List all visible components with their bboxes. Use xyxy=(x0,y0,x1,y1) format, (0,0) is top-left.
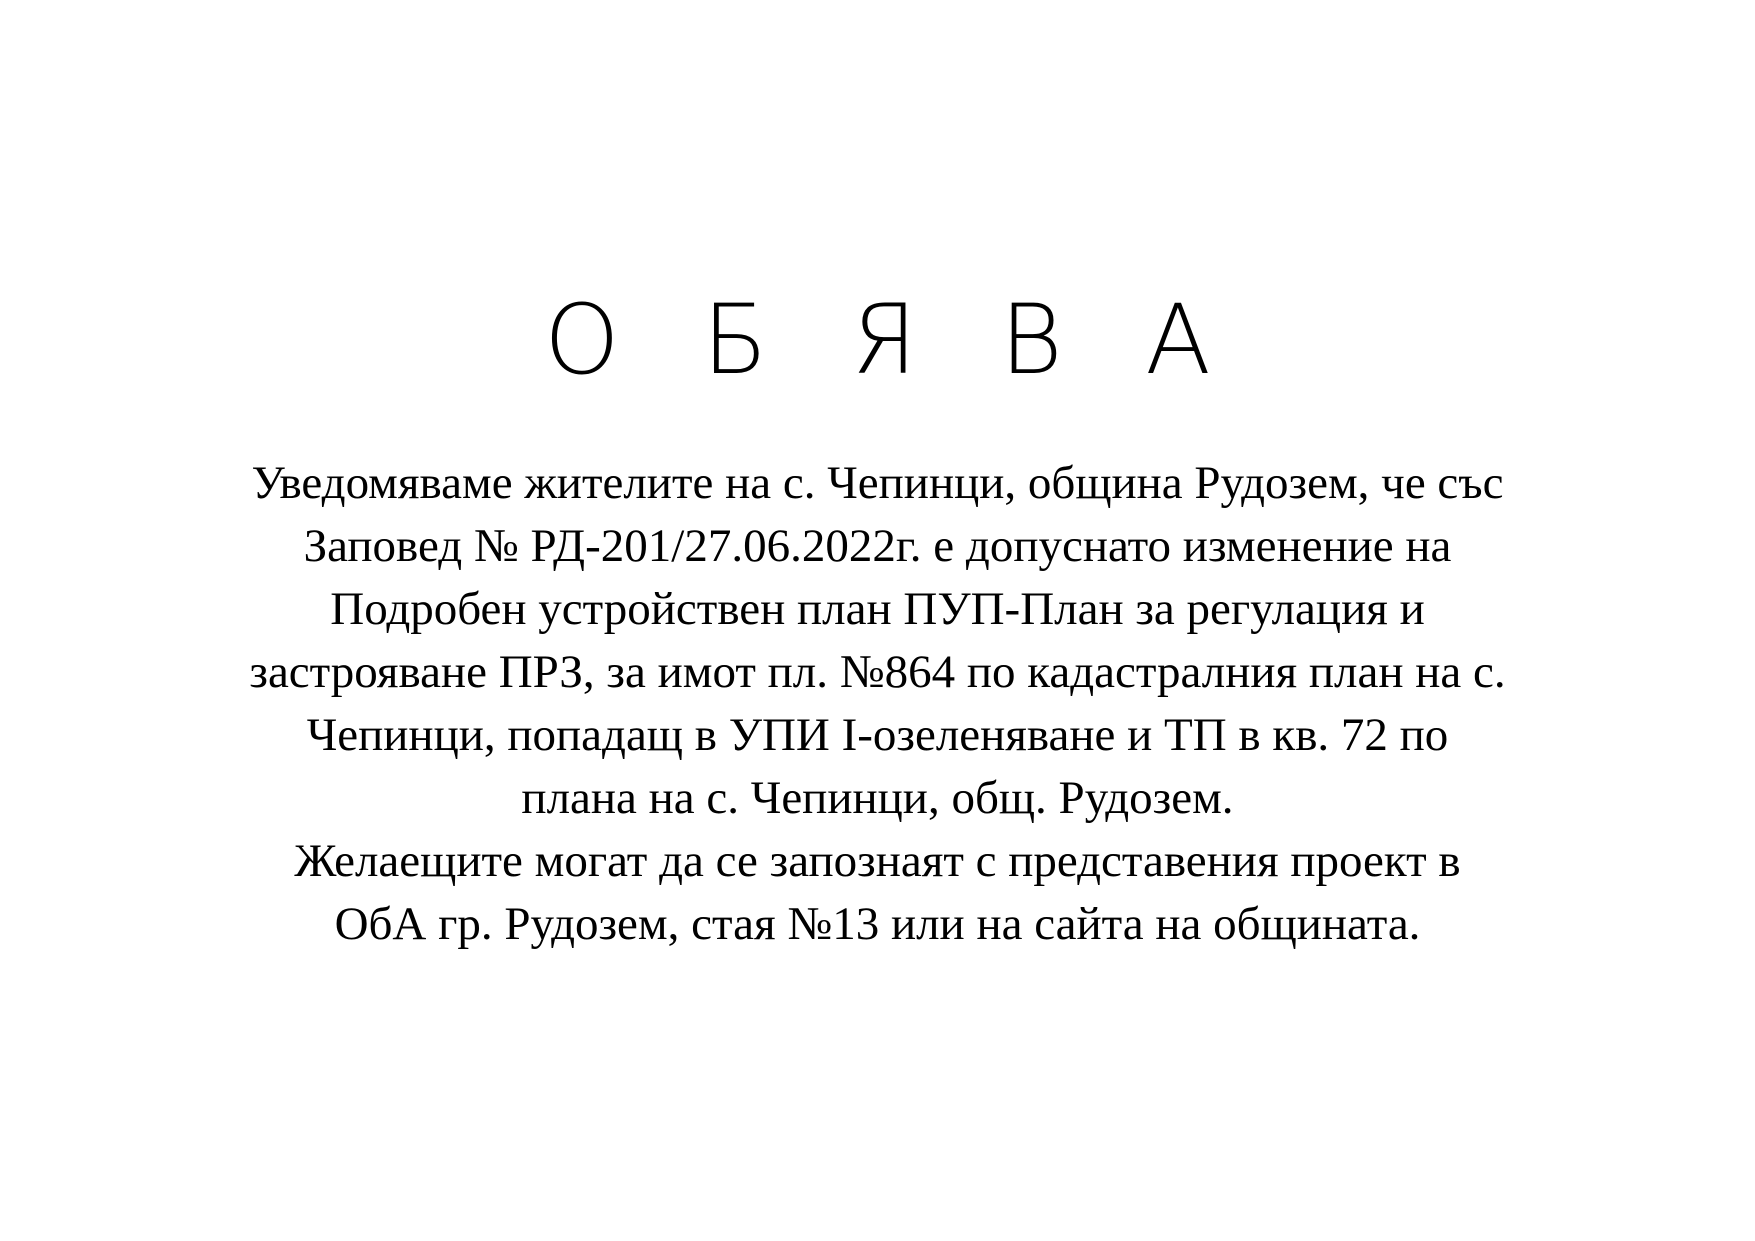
notice-line: Заповед № РД-201/27.06.2022г. е допуснато изменение на xyxy=(303,520,1452,572)
notice-line: Уведомяваме жителите на с. Чепинци, община Рудозем, че със xyxy=(251,457,1504,509)
notice-body xyxy=(0,452,1755,956)
notice-title: О Б Я В А xyxy=(544,284,1237,396)
notice-line: Желаещите могат да се запознаят с представения проект в xyxy=(294,835,1461,887)
notice-line: Подробен устройствен план ПУП-План за регулация и xyxy=(330,583,1425,635)
notice-line: плана на с. Чепинци, общ. Рудозем. xyxy=(521,772,1234,824)
notice-line: Чепинци, попадащ в УПИ I-озеленяване и ТП в кв. 72 по xyxy=(306,709,1449,761)
notice-line: застрояване ПРЗ, за имот пл. №864 по кадастралния план на с. xyxy=(249,646,1506,698)
notice-line: ОбА гр. Рудозем, стая №13 или на сайта на общината. xyxy=(334,898,1421,950)
